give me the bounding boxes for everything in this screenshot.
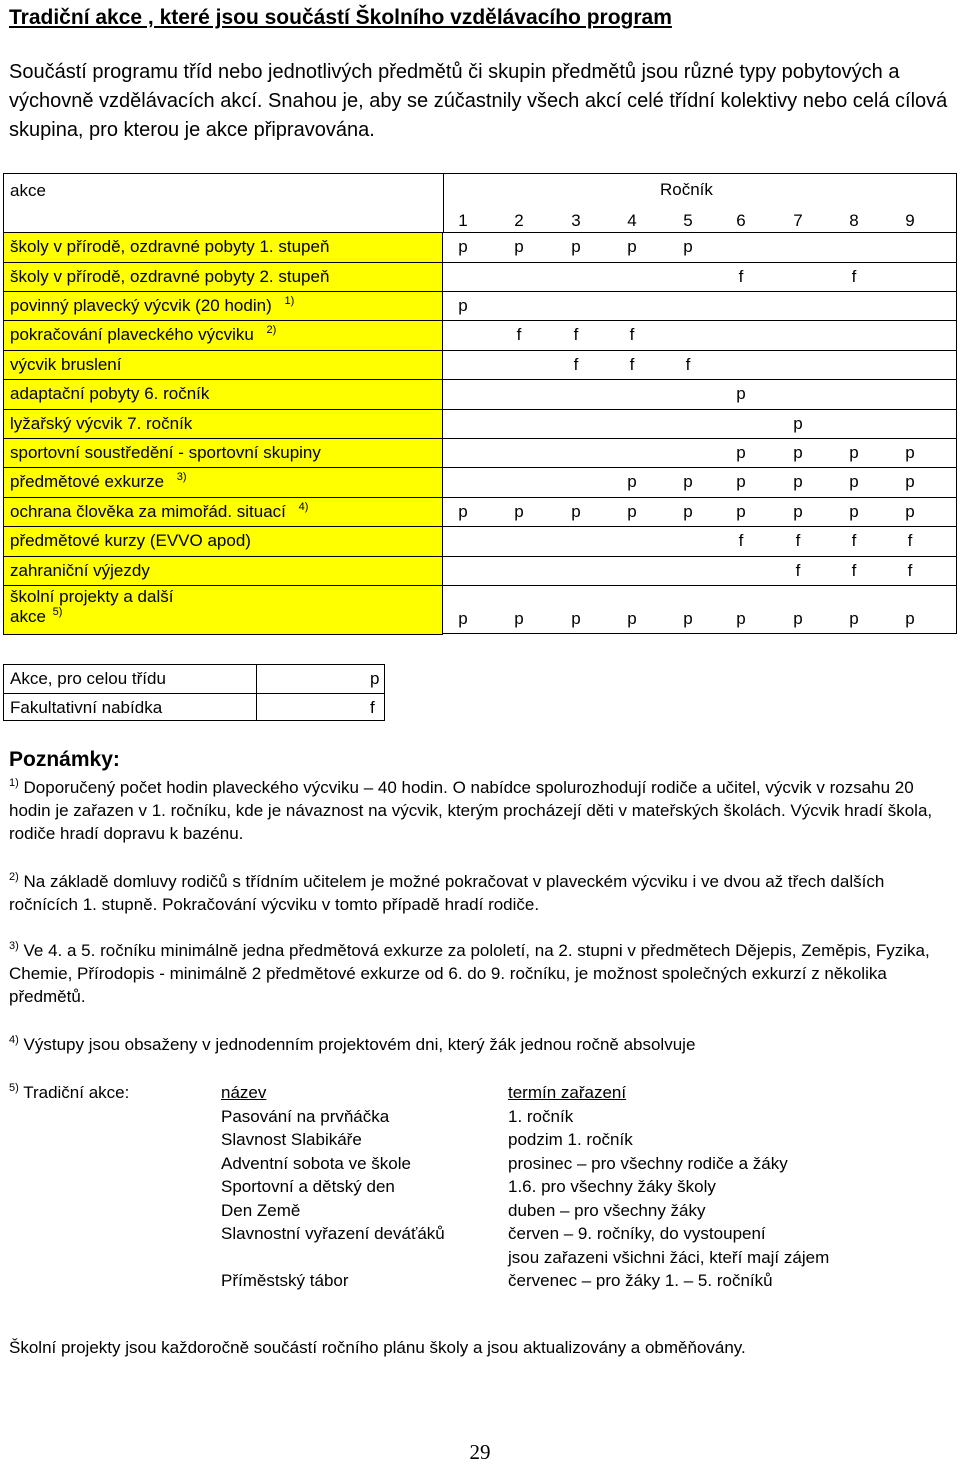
event-name: Příměstský tábor bbox=[221, 1271, 349, 1290]
row-divider bbox=[443, 320, 957, 321]
event-term: 1. ročník bbox=[508, 1106, 574, 1126]
row-divider bbox=[443, 291, 957, 292]
event-term: červen – 9. ročníky, do vystoupení bbox=[508, 1224, 766, 1243]
row-label-text: školy v přírodě, ozdravné pobyty 1. stupeň bbox=[10, 237, 330, 256]
row-label-text: sportovní soustředění - sportovní skupiny bbox=[10, 443, 321, 462]
table-row-label bbox=[10, 267, 329, 287]
table-row-label bbox=[10, 237, 329, 257]
note-text: Doporučený počet hodin plaveckého výcviku – 40 hodin. O nabídce spolurozhodují rodiče a učitel, výcvik v rozsahu 20 hodin je zařazen v 1. ročníku, kde je návaznost na výcvik, kterým procházejí děti v mateřských školách. Výcvik hradí škola, rodiče hradí dopravu k bazénu. bbox=[9, 778, 933, 843]
row-divider bbox=[443, 262, 957, 263]
row-divider bbox=[443, 467, 957, 468]
note-number: 5) bbox=[9, 1082, 19, 1094]
grade-mark: p bbox=[571, 609, 581, 628]
row-divider bbox=[443, 409, 957, 410]
grade-mark: p bbox=[683, 502, 693, 521]
event-term: prosinec – pro všechny rodiče a žáky bbox=[508, 1153, 788, 1173]
event-name: Slavnost Slabikáře bbox=[221, 1130, 362, 1149]
row-divider bbox=[443, 379, 957, 380]
grade-mark: f bbox=[851, 531, 857, 550]
grade-mark: p bbox=[458, 237, 468, 256]
table-row-label bbox=[10, 325, 276, 345]
event-name: Sportovní a dětský den bbox=[221, 1177, 395, 1196]
grade-mark: f bbox=[795, 561, 801, 580]
grade-mark: p bbox=[627, 502, 637, 521]
event-name: Adventní sobota ve škole bbox=[221, 1153, 411, 1173]
footnote-ref: 2) bbox=[266, 324, 277, 336]
footer-text: Školní projekty jsou každoročně součástí ročního plánu školy a jsou aktualizovány a obměňovány. bbox=[9, 1338, 746, 1357]
row-divider bbox=[443, 556, 957, 557]
footnote-ref: 3) bbox=[176, 471, 187, 483]
notes-heading: Poznámky: bbox=[9, 748, 120, 771]
row-label-text: adaptační pobyty 6. ročník bbox=[10, 384, 210, 403]
grade-mark: p bbox=[849, 443, 859, 462]
event-name: Slavnostní vyřazení deváťáků bbox=[221, 1224, 445, 1243]
grade-mark: p bbox=[849, 609, 859, 628]
events-term-header: termín zařazení bbox=[508, 1083, 627, 1102]
grade-mark: p bbox=[571, 502, 581, 521]
page-title: Tradiční akce , které jsou součástí Školního vzdělávacího program bbox=[9, 6, 672, 29]
note-number: 1) bbox=[9, 777, 19, 789]
grade-mark: p bbox=[458, 502, 468, 521]
row-label-text: ochrana člověka za mimořád. situací bbox=[10, 502, 286, 521]
grade-mark: p bbox=[683, 237, 693, 256]
grade-mark: p bbox=[793, 472, 803, 491]
grade-mark: f bbox=[738, 531, 744, 550]
grade-col-header: 5 bbox=[683, 211, 693, 230]
grade-mark: f bbox=[629, 355, 635, 374]
grade-mark: p bbox=[683, 472, 693, 491]
footnote-ref: 4) bbox=[298, 501, 309, 513]
grade-mark: f bbox=[629, 325, 635, 344]
row-label-text: předmětové kurzy (EVVO apod) bbox=[10, 531, 251, 550]
events-name-header: název bbox=[221, 1083, 267, 1102]
grade-mark: p bbox=[736, 443, 746, 462]
grade-mark: p bbox=[793, 443, 803, 462]
grade-mark: p bbox=[905, 443, 915, 462]
note-text: Ve 4. a 5. ročníku minimálně jedna předmětová exkurze za pololetí, na 2. stupni v předmětech Dějepis, Zeměpis, Fyzika, Chemie, Přírodopis - minimálně 2 předmětové exkurze od 6. do 9. ročníku, je možnost společných exkurzí z několika předmětů. bbox=[9, 941, 930, 1006]
note-number: 4) bbox=[9, 1034, 19, 1046]
grade-mark: p bbox=[736, 384, 746, 403]
grade-mark: p bbox=[458, 609, 468, 628]
note-text: Výstupy jsou obsaženy v jednodenním projektovém dni, který žák jednou ročně absolvuje bbox=[23, 1035, 696, 1054]
event-term: podzim 1. ročník bbox=[508, 1130, 633, 1149]
row-label-text: lyžařský výcvik 7. ročník bbox=[10, 414, 193, 433]
grade-mark: f bbox=[685, 355, 691, 374]
table-divider bbox=[443, 173, 444, 232]
note-item bbox=[9, 1033, 939, 1056]
grade-mark: p bbox=[627, 609, 637, 628]
row-label-text: školní projekty a další bbox=[10, 587, 174, 606]
table-row-label bbox=[10, 384, 209, 404]
row-divider bbox=[443, 438, 957, 439]
table-row-label bbox=[10, 414, 192, 434]
footnote-ref: 1) bbox=[284, 295, 295, 307]
row-label-text: školy v přírodě, ozdravné pobyty 2. stupeň bbox=[10, 267, 330, 286]
event-term: jsou zařazeni všichni žáci, kteří mají zájem bbox=[508, 1247, 830, 1267]
grade-col-header: 9 bbox=[905, 211, 915, 230]
note-5-lead bbox=[9, 1081, 129, 1104]
table-row-label bbox=[10, 531, 251, 551]
note-number: 2) bbox=[9, 871, 19, 883]
grade-mark: f bbox=[573, 325, 579, 344]
grade-mark: p bbox=[793, 609, 803, 628]
event-term: červenec – pro žáky 1. – 5. ročníků bbox=[508, 1271, 773, 1290]
grade-mark: f bbox=[738, 267, 744, 286]
grade-mark: f bbox=[907, 531, 913, 550]
note-text: Na základě domluvy rodičů s třídním učitelem je možné pokračovat v plaveckém výcviku i ve dvou až třech dalších ročnících 1. stupně. Pokračování výcviku v tomto případě hradí rodiče. bbox=[9, 872, 885, 914]
event-term: 1.6. pro všechny žáky školy bbox=[508, 1177, 716, 1196]
grade-col-header: 3 bbox=[571, 211, 581, 230]
table-row-label bbox=[10, 443, 321, 463]
grade-mark: p bbox=[736, 472, 746, 491]
event-name: Pasování na prvňáčka bbox=[221, 1106, 390, 1126]
note-5-lead-text: Tradiční akce: bbox=[23, 1083, 130, 1102]
grade-mark: f bbox=[573, 355, 579, 374]
intro-paragraph: Součástí programu tříd nebo jednotlivých předmětů či skupin předmětů jsou různé typy pobytových a výchovně vzdělávacích akcí. Snahou je, aby se zúčastnily všech akcí celé třídní kolektivy nebo celá cílová skupina, pro kterou je akce připravována. bbox=[9, 61, 948, 141]
note-item bbox=[9, 939, 939, 1008]
table-row-label bbox=[10, 587, 173, 627]
grade-mark: p bbox=[458, 296, 468, 315]
grade-mark: p bbox=[793, 414, 803, 433]
legend-label: Akce, pro celou třídu bbox=[10, 669, 166, 688]
grade-col-header: 7 bbox=[793, 211, 803, 230]
row-label-text: výcvik bruslení bbox=[10, 355, 122, 374]
row-divider bbox=[443, 350, 957, 351]
legend-code: p bbox=[370, 669, 380, 688]
table-group-header: Ročník bbox=[660, 180, 713, 199]
legend-label: Fakultativní nabídka bbox=[10, 698, 163, 717]
table-row-label bbox=[10, 561, 150, 581]
grade-col-header: 8 bbox=[849, 211, 859, 230]
table-row-label bbox=[10, 502, 308, 522]
event-term: duben – pro všechny žáky bbox=[508, 1200, 706, 1220]
grade-col-header: 4 bbox=[627, 211, 637, 230]
row-label-text: povinný plavecký výcvik (20 hodin) bbox=[10, 296, 272, 315]
grade-mark: p bbox=[627, 472, 637, 491]
row-divider bbox=[443, 232, 957, 233]
row-divider bbox=[443, 585, 957, 586]
grade-mark: p bbox=[514, 502, 524, 521]
page-number: 29 bbox=[469, 1440, 491, 1464]
grade-mark: f bbox=[907, 561, 913, 580]
grade-mark: f bbox=[851, 267, 857, 286]
grade-mark: p bbox=[849, 502, 859, 521]
row-label-text: zahraniční výjezdy bbox=[10, 561, 150, 580]
legend-row-divider bbox=[3, 693, 385, 694]
grade-mark: p bbox=[683, 609, 693, 628]
table-row-label bbox=[10, 296, 294, 316]
grade-mark: p bbox=[736, 609, 746, 628]
grade-col-header: 2 bbox=[514, 211, 524, 230]
grade-mark: f bbox=[851, 561, 857, 580]
row-label-text: pokračování plaveckého výcviku bbox=[10, 325, 254, 344]
grade-mark: f bbox=[795, 531, 801, 550]
row-divider bbox=[443, 526, 957, 527]
note-item bbox=[9, 870, 939, 916]
grade-mark: p bbox=[514, 237, 524, 256]
grade-mark: p bbox=[571, 237, 581, 256]
row-label-text: předmětové exkurze bbox=[10, 472, 165, 491]
table-row-label bbox=[10, 355, 121, 375]
grade-mark: p bbox=[627, 237, 637, 256]
grade-mark: f bbox=[516, 325, 522, 344]
row-label-text-line2: akce bbox=[10, 607, 46, 626]
grade-mark: p bbox=[905, 609, 915, 628]
grade-col-header: 6 bbox=[736, 211, 746, 230]
row-divider bbox=[443, 497, 957, 498]
table-col-header: akce bbox=[10, 181, 46, 200]
grade-mark: p bbox=[736, 502, 746, 521]
grade-mark: p bbox=[793, 502, 803, 521]
note-number: 3) bbox=[9, 940, 19, 952]
table-row-label bbox=[10, 472, 187, 492]
grade-mark: p bbox=[849, 472, 859, 491]
legend-code: f bbox=[370, 698, 375, 717]
event-name: Den Země bbox=[221, 1200, 301, 1220]
grade-mark: p bbox=[905, 502, 915, 521]
grade-mark: p bbox=[514, 609, 524, 628]
grade-mark: p bbox=[905, 472, 915, 491]
note-item bbox=[9, 776, 939, 845]
grade-col-header: 1 bbox=[458, 211, 468, 230]
footnote-ref: 5) bbox=[52, 606, 63, 618]
